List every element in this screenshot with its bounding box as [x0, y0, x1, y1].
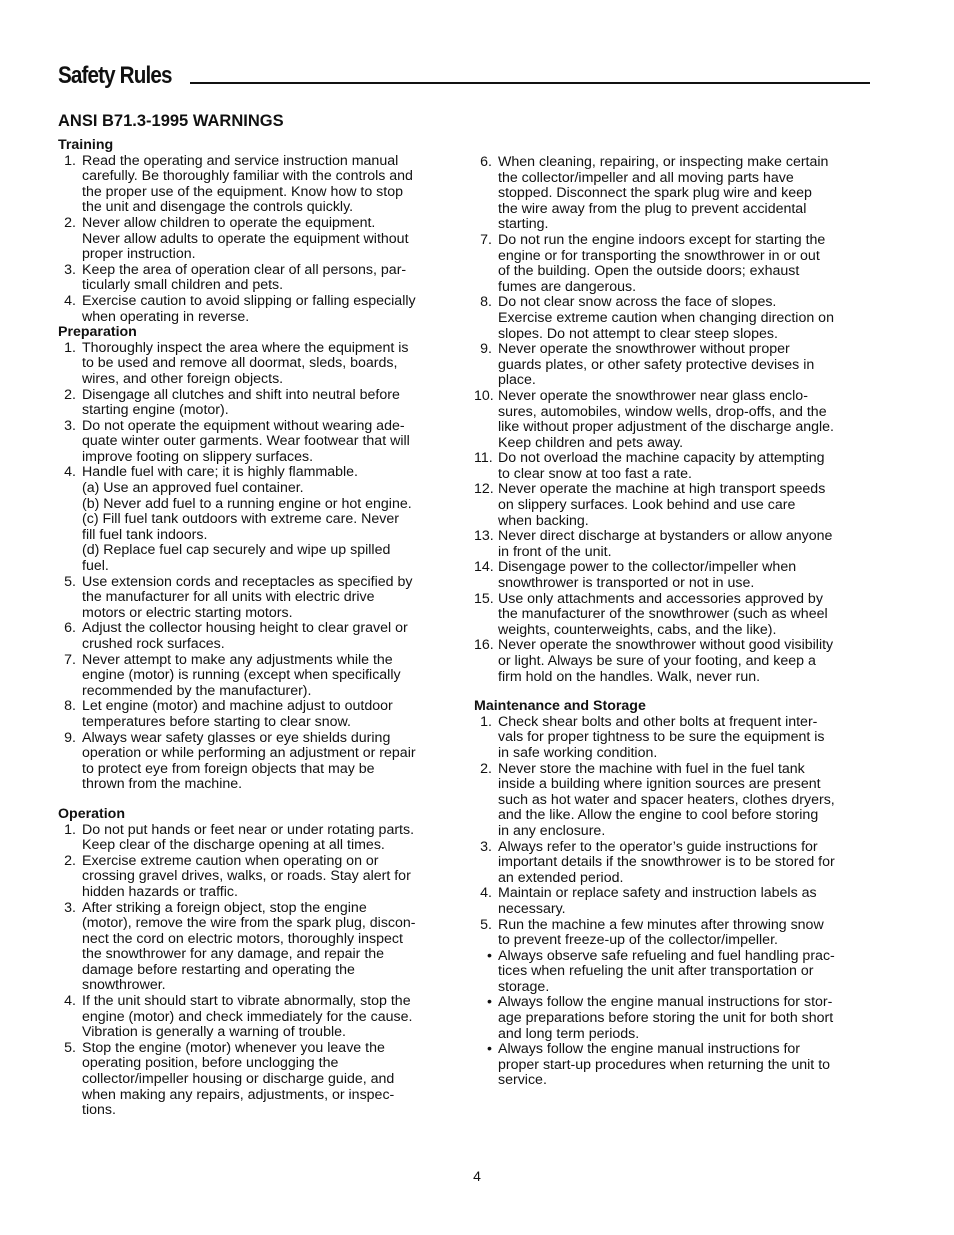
list-item [58, 465, 458, 574]
list-item-line: crossing gravel drives, walks, or roads. Stay alert for [82, 868, 411, 885]
list-item-line: or light. Always be sure of your footing, and keep a [498, 653, 816, 669]
list-item [474, 295, 874, 342]
list-item-line: guards plates, or other safety protective devises in [498, 356, 815, 373]
list-item-line: to prevent freeze-up of the collector/impeller. [498, 932, 778, 949]
list-item-number: 1. [64, 821, 76, 838]
list-item-number: 4. [480, 885, 492, 902]
list-item-line: proper start-up procedures when returning the unit to [498, 1056, 831, 1073]
list-item-number: 11. [474, 450, 493, 467]
list-item-line: to protect eye from foreign objects that may be [82, 760, 375, 777]
list-item [58, 994, 458, 1041]
list-item [58, 216, 458, 263]
list-item-line: Use extension cords and receptacles as specified by [82, 573, 413, 590]
list-item-line: starting engine (motor). [82, 402, 229, 419]
list-item-number: • [487, 994, 492, 1011]
list-item-line: Run the machine a few minutes after throwing snow [498, 916, 824, 933]
operation-list-part1 [58, 823, 458, 1119]
right-column [474, 155, 874, 1089]
list-item-line: in any enclosure. [498, 822, 606, 839]
list-item [58, 731, 458, 793]
list-item-number: 8. [480, 294, 492, 311]
list-item-line: collector/impeller housing or discharge guide, and [82, 1071, 395, 1088]
list-item-line: the wire away from the plug to prevent accidental [498, 200, 807, 217]
list-item-line: Read the operating and service instruction manual [82, 152, 399, 169]
list-item-line: Use only attachments and accessories approved by [498, 590, 823, 607]
list-item-line: when operating in reverse. [82, 308, 250, 325]
list-item-line: the collector/impeller and all moving parts have [498, 169, 794, 186]
list-item-line: (d) Replace fuel cap securely and wipe up spilled [82, 542, 391, 559]
list-item [58, 699, 458, 730]
list-item-line: the manufacturer of the snowthrower (such as wheel [498, 606, 828, 623]
list-item-number: 1. [64, 152, 76, 169]
list-item-line: stopped. Disconnect the spark plug wire and keep [498, 185, 812, 202]
list-item [474, 529, 874, 560]
list-item-line: Disengage all clutches and shift into neutral before [82, 386, 400, 403]
list-item-line: carefully. Be thoroughly familiar with the controls and [82, 168, 413, 185]
list-item-line: operation or while performing an adjustment or repair [82, 745, 416, 762]
list-item-number: 5. [64, 1039, 76, 1056]
list-item-line: (c) Fill fuel tank outdoors with extreme care. Never [82, 511, 399, 528]
list-item [474, 389, 874, 451]
list-item-line: Always follow the engine manual instructions for stor- [498, 994, 833, 1011]
list-item-line: Never store the machine with fuel in the fuel tank [498, 760, 805, 777]
list-item-line: necessary. [498, 900, 566, 917]
list-item [474, 342, 874, 389]
list-item-number: • [487, 1041, 492, 1058]
list-item-line: sures, automobiles, window wells, drop-offs, and the [498, 403, 827, 420]
list-item-number: 13. [474, 528, 494, 545]
list-item-line: Do not run the engine indoors except for starting the [498, 231, 826, 248]
list-item-line: wires, and other foreign objects. [82, 370, 284, 387]
list-item-line: quate winter outer garments. Wear footwear that will [82, 433, 410, 450]
section-title: ANSI B71.3-1995 WARNINGS [58, 112, 284, 130]
list-item-line: Do not put hands or feet near or under rotating parts. [82, 821, 415, 838]
page-number: 4 [473, 1168, 481, 1184]
title-rule [190, 82, 870, 84]
list-item-line: Never allow children to operate the equipment. [82, 214, 376, 231]
list-item-number: 3. [64, 899, 76, 916]
list-item-line: proper instruction. [82, 246, 196, 263]
list-item-line: When cleaning, repairing, or inspecting make certain [498, 154, 829, 170]
list-item-line: damage before restarting and operating the [82, 961, 355, 978]
list-item-line: like without proper adjustment of the discharge angle. [498, 419, 834, 436]
list-item-line: fumes are dangerous. [498, 278, 637, 295]
list-item-line: Always observe safe refueling and fuel handling prac- [498, 947, 835, 964]
list-item-line: fill fuel tank indoors. [82, 526, 208, 543]
list-item-line: starting. [498, 216, 549, 233]
list-item-line: Disengage power to the collector/impeller when [498, 559, 797, 576]
list-item-line: Adjust the collector housing height to clear gravel or [82, 620, 408, 637]
list-item [58, 854, 458, 901]
left-column [58, 138, 458, 1119]
list-item [474, 638, 874, 685]
list-item-line: slopes. Do not attempt to clear steep slopes. [498, 325, 778, 342]
list-item-line: and the like. Allow the engine to cool before storing [498, 807, 819, 824]
list-item-number: 7. [64, 651, 76, 668]
list-item-line: Check shear bolts and other bolts at frequent inter- [498, 713, 818, 730]
list-item-line: Never operate the snowthrower without good visibility [498, 637, 834, 654]
maintenance-heading: Maintenance and Storage [474, 698, 646, 715]
list-item-number: 9. [64, 729, 76, 746]
list-item-line: Do not overload the machine capacity by attempting [498, 450, 825, 467]
list-item-line: the snowthrower for any damage, and repair the [82, 946, 385, 963]
list-item-number: 15. [474, 590, 494, 607]
list-item-line: engine or for transporting the snowthrower in or out [498, 247, 820, 264]
list-item-line: tices when refueling the unit after transportation or [498, 963, 814, 980]
list-item [474, 155, 874, 233]
list-item [474, 592, 874, 639]
list-item [58, 1041, 458, 1119]
list-item-line: Never direct discharge at bystanders or allow anyone [498, 528, 833, 545]
list-item-number: 2. [480, 760, 492, 777]
list-item-number: 14. [474, 559, 494, 576]
list-item [58, 294, 458, 325]
list-item [58, 341, 458, 388]
list-item-line: Never operate the snowthrower without proper [498, 341, 790, 358]
list-item-line: engine (motor) is running (except when specifically [82, 667, 401, 684]
list-item-number: 3. [480, 838, 492, 855]
list-item [474, 1042, 874, 1089]
list-item [474, 840, 874, 887]
preparation-list [58, 341, 458, 793]
list-item-line: Always refer to the operator’s guide instructions for [498, 838, 818, 855]
list-item-line: of the building. Open the outside doors; exhaust [498, 263, 800, 280]
training-list [58, 154, 458, 326]
list-item-line: improve footing on slippery surfaces. [82, 448, 314, 465]
list-item-line: vals for proper tightness to be sure the equipment is [498, 729, 825, 746]
list-item-line: snowthrower is transported or not in use. [498, 575, 755, 592]
list-item-line: firm hold on the handles. Walk, never run. [498, 668, 761, 685]
list-item-number: 1. [480, 713, 492, 730]
list-item [474, 949, 874, 996]
list-item-line: hidden hazards or traffic. [82, 883, 238, 900]
list-item-line: recommended by the manufacturer). [82, 682, 312, 699]
list-item-line: storage. [498, 978, 550, 995]
list-item [474, 886, 874, 917]
list-item-number: 9. [480, 341, 492, 358]
list-item [474, 451, 874, 482]
list-item [58, 388, 458, 419]
list-item-line: place. [498, 372, 536, 389]
list-item-line: when backing. [498, 512, 589, 529]
list-item-line: motors or electric starting motors. [82, 604, 293, 621]
list-item [58, 419, 458, 466]
list-item-line: Exercise caution to avoid slipping or falling especially [82, 292, 416, 309]
list-item-line: thrown from the machine. [82, 776, 243, 793]
list-item-line: Always wear safety glasses or eye shields during [82, 729, 391, 746]
list-item-line: ticularly small children and pets. [82, 277, 284, 294]
list-item-line: (b) Never add fuel to a running engine or hot engine. [82, 495, 412, 512]
list-item [474, 762, 874, 840]
list-item-line: Let engine (motor) and machine adjust to outdoor [82, 698, 393, 715]
list-item [474, 715, 874, 762]
list-item-line: Keep children and pets away. [498, 434, 684, 451]
list-item [474, 918, 874, 949]
list-item-number: 4. [64, 464, 76, 481]
list-item-line: when making any repairs, adjustments, or inspec- [82, 1086, 395, 1103]
list-item [58, 263, 458, 294]
list-item-line: an extended period. [498, 869, 624, 886]
list-item-number: 16. [474, 637, 494, 654]
list-item-line: engine (motor) and check immediately for the cause. [82, 1008, 413, 1025]
list-item [474, 560, 874, 591]
list-item-number: 5. [64, 573, 76, 590]
list-item-line: Never operate the snowthrower near glass enclo- [498, 387, 808, 404]
list-item-line: Keep the area of operation clear of all persons, par- [82, 261, 407, 278]
list-item-line: in front of the unit. [498, 543, 612, 560]
list-item-line: Handle fuel with care; it is highly flammable. [82, 464, 358, 481]
list-item-line: service. [498, 1072, 547, 1089]
list-item [474, 995, 874, 1042]
list-item-line: fuel. [82, 558, 109, 575]
list-item-number: 4. [64, 292, 76, 309]
list-item-line: Do not clear snow across the face of slopes. [498, 294, 777, 311]
operation-list-part2 [474, 155, 874, 685]
list-item-number: 7. [480, 231, 492, 248]
list-item-line: Maintain or replace safety and instruction labels as [498, 885, 817, 902]
list-item-line: the unit and disengage the controls quickly. [82, 199, 354, 216]
maintenance-list [474, 715, 874, 1089]
list-item-line: If the unit should start to vibrate abnormally, stop the [82, 993, 411, 1010]
list-item-line: temperatures before starting to clear snow. [82, 713, 351, 730]
page-header [58, 60, 870, 92]
list-item-number: • [487, 947, 492, 964]
list-item-line: Always follow the engine manual instructions for [498, 1041, 801, 1058]
list-item-line: Never attempt to make any adjustments while the [82, 651, 393, 668]
list-item [58, 154, 458, 216]
list-item [58, 823, 458, 854]
list-item-line: in safe working condition. [498, 744, 658, 761]
list-item-line: to clear snow at too fast a rate. [498, 465, 692, 482]
list-item [474, 233, 874, 295]
list-item-line: (motor), remove the wire from the spark plug, discon- [82, 915, 416, 932]
list-item [58, 575, 458, 622]
list-item [474, 482, 874, 529]
list-item-line: important details if the snowthrower is to be stored for [498, 854, 835, 871]
preparation-heading: Preparation [58, 324, 137, 341]
list-item-number: 1. [64, 339, 76, 356]
list-item-number: 2. [64, 852, 76, 869]
list-item-number: 10. [474, 387, 494, 404]
list-item-line: Do not operate the equipment without wearing ade- [82, 417, 405, 434]
list-item-line: Vibration is generally a warning of trouble. [82, 1024, 346, 1041]
list-item-line: (a) Use an approved fuel container. [82, 480, 304, 497]
list-item-number: 2. [64, 386, 76, 403]
page-title: Safety Rules [58, 62, 172, 89]
training-heading: Training [58, 137, 114, 153]
list-item-number: 5. [480, 916, 492, 933]
list-item-line: operating position, before unclogging the [82, 1055, 339, 1072]
list-item-line: Keep clear of the discharge opening at all times. [82, 837, 385, 854]
list-item-line: crushed rock surfaces. [82, 636, 225, 652]
list-item-line: and long term periods. [498, 1025, 640, 1042]
list-item-line: tions. [82, 1102, 116, 1119]
list-item-line: Exercise extreme caution when operating on or [82, 852, 379, 869]
list-item [58, 901, 458, 995]
list-item-line: Stop the engine (motor) whenever you leave the [82, 1039, 385, 1056]
list-item-line: inside a building where ignition sources are present [498, 776, 821, 793]
list-item-line: the proper use of the equipment. Know how to stop [82, 183, 403, 200]
list-item-line: weights, counterweights, cabs, and the like). [498, 621, 777, 638]
list-item-line: Exercise extreme caution when changing direction on [498, 309, 834, 326]
list-item-number: 3. [64, 417, 76, 434]
list-item-number: 6. [64, 620, 76, 637]
list-item-line: on slippery surfaces. Look behind and use care [498, 497, 796, 514]
list-item-line: Thoroughly inspect the area where the equipment is [82, 339, 409, 356]
list-item-line: snowthrower. [82, 977, 166, 994]
list-item-number: 2. [64, 214, 76, 231]
list-item-number: 6. [480, 154, 492, 170]
list-item-line: age preparations before storing the unit for both short [498, 1010, 834, 1027]
list-item-number: 3. [64, 261, 76, 278]
list-item-number: 8. [64, 698, 76, 715]
list-item-number: 4. [64, 993, 76, 1010]
list-item-line: nect the cord on electric motors, thoroughly inspect [82, 930, 403, 947]
list-item-line: Never allow adults to operate the equipment without [82, 230, 409, 247]
list-item-line: the manufacturer for all units with electric drive [82, 589, 375, 606]
list-item [58, 621, 458, 652]
list-item-line: Never operate the machine at high transport speeds [498, 481, 826, 498]
list-item-line: to be used and remove all doormat, sleds, boards, [82, 355, 398, 372]
list-item [58, 653, 458, 700]
operation-heading: Operation [58, 805, 126, 822]
list-item-line: such as hot water and spacer heaters, clothes dryers, [498, 791, 835, 808]
list-item-line: After striking a foreign object, stop the engine [82, 899, 367, 916]
list-item-number: 12. [474, 481, 494, 498]
